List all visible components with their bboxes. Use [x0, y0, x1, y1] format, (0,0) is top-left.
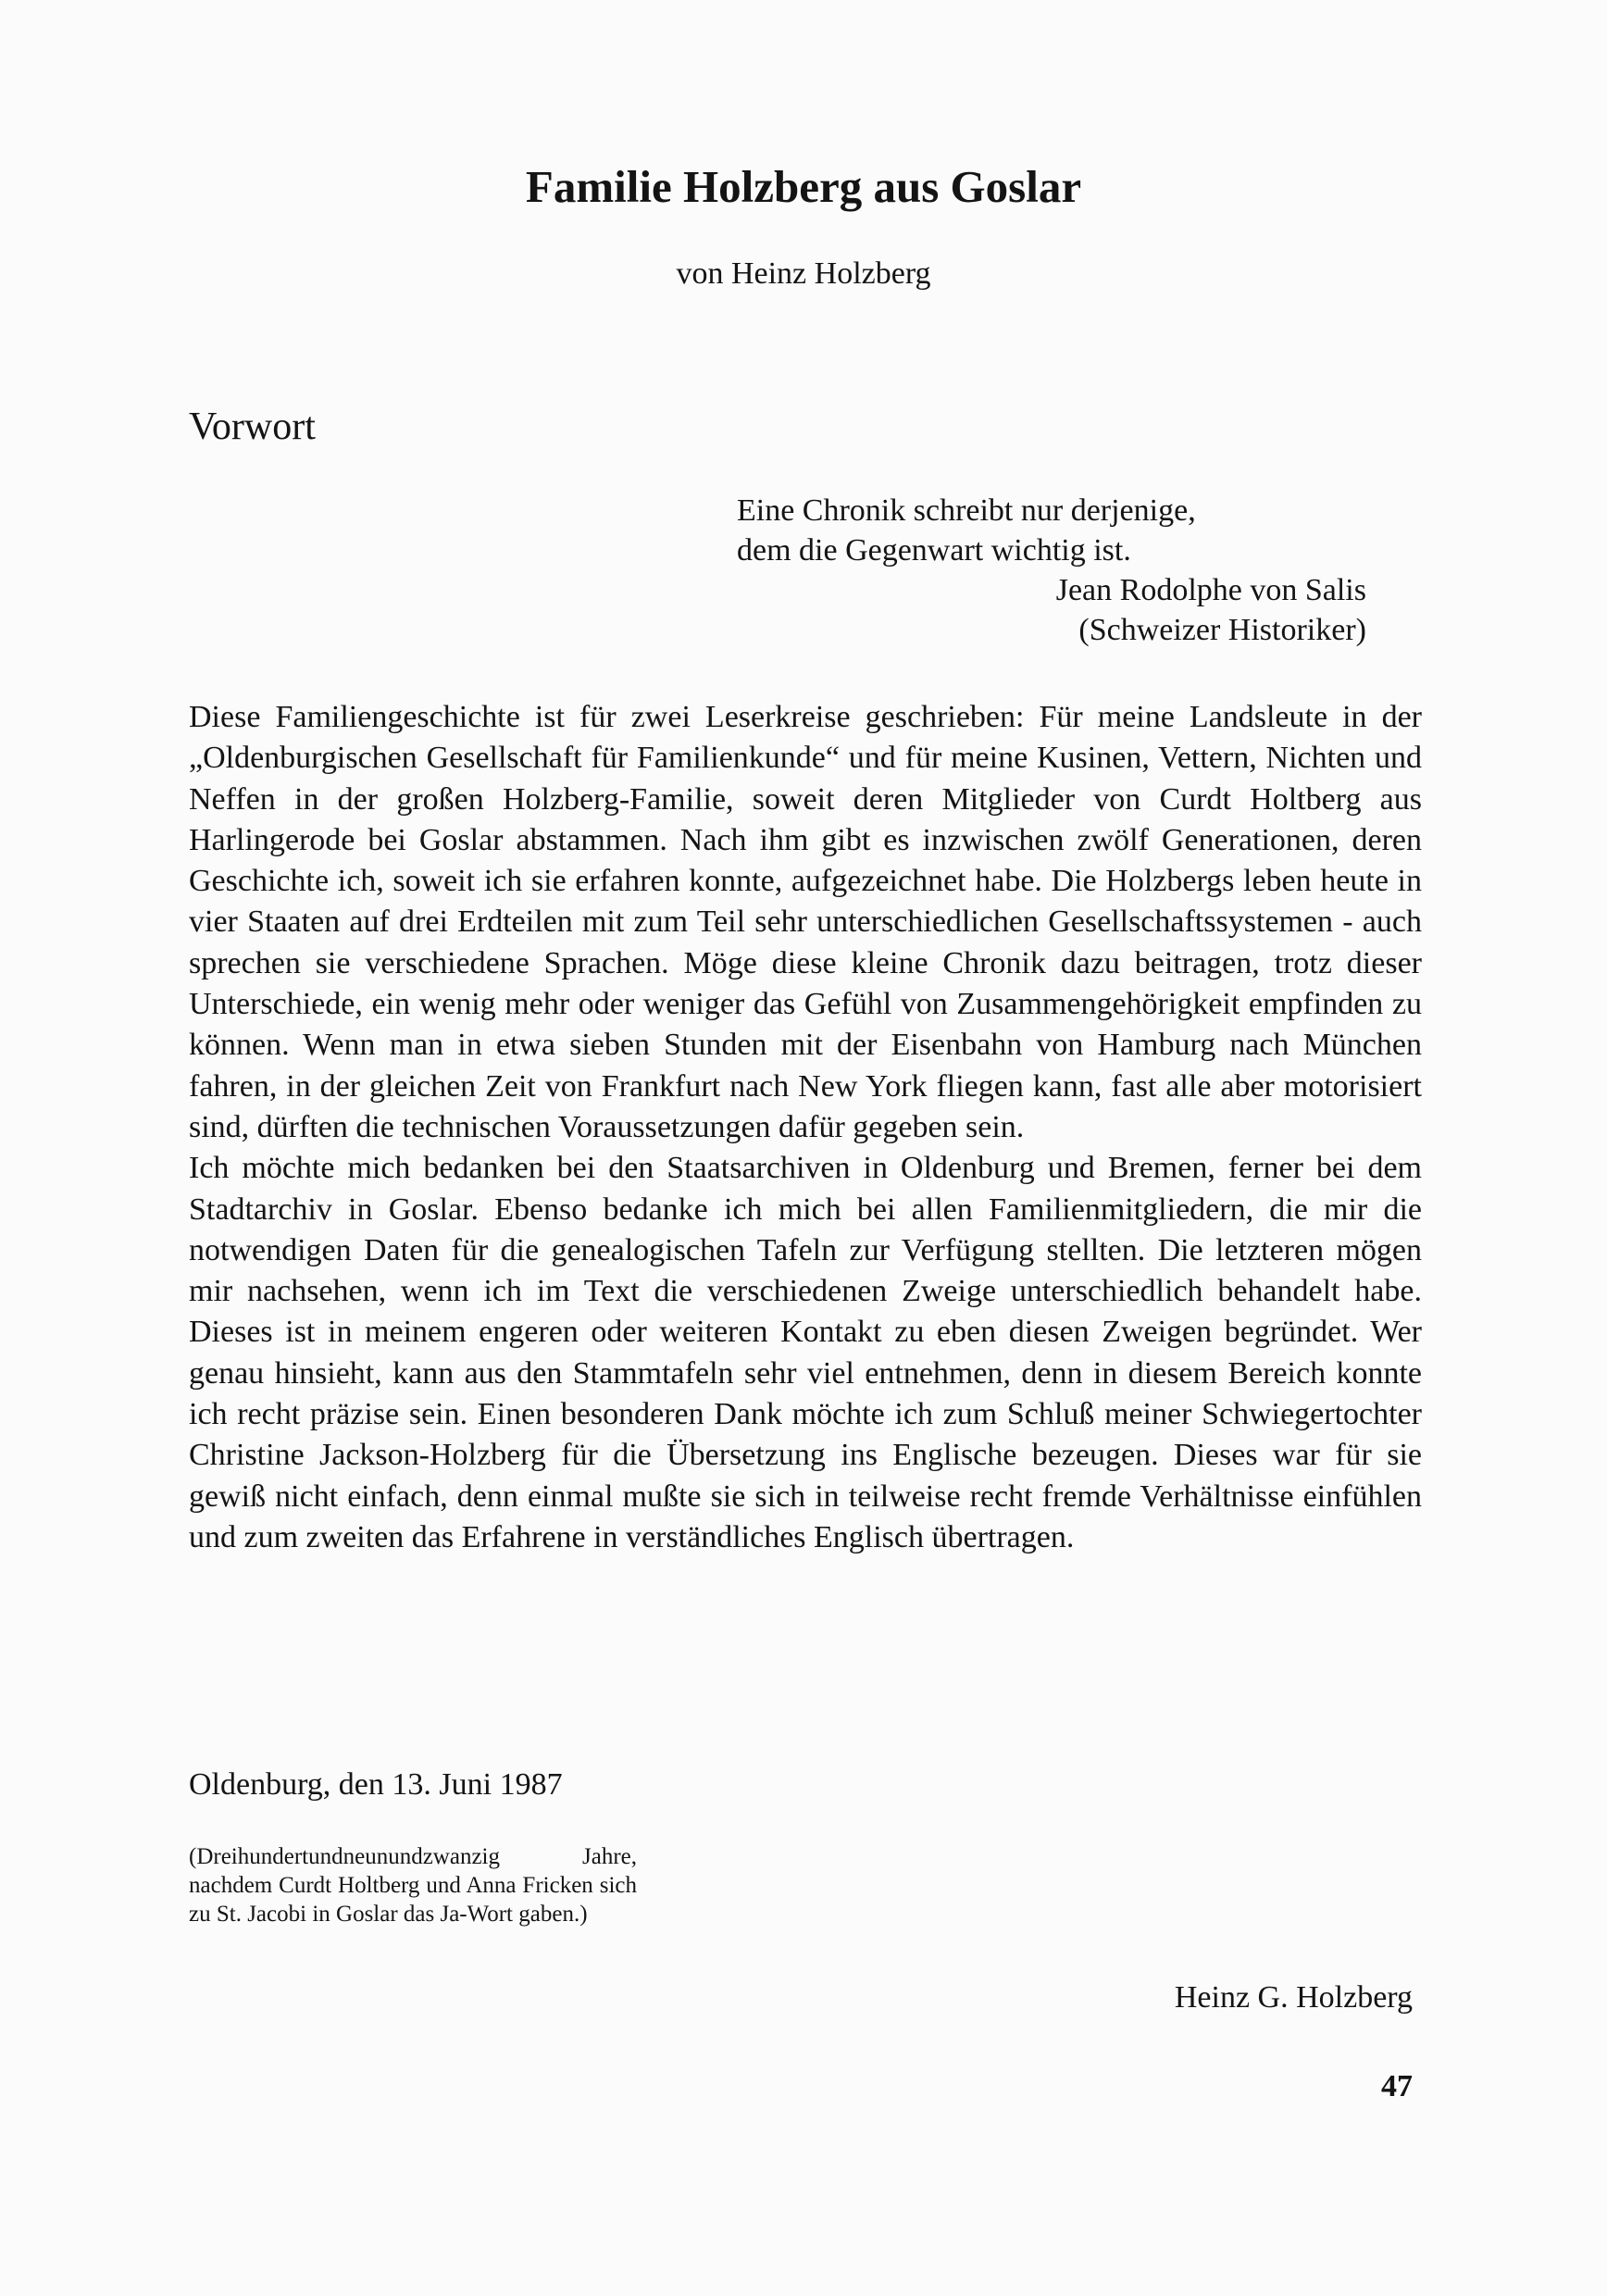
article-title: Familie Holzberg aus Goslar	[525, 161, 1082, 212]
body-text	[189, 697, 1422, 1558]
page-number: 47	[1381, 2069, 1413, 2103]
body-paragraph-1: Diese Familiengeschichte ist für zwei Leserkreise geschrieben: Für meine Landsleute in der „Oldenburgischen Gesellschaft für Familienkunde“ und für meine Kusinen, Vettern, Nichten und Neffen in der großen Holzberg-Familie, soweit deren Mitglieder von Curdt Holtberg aus Harlingerode bei Goslar abstammen. Nach ihm gibt es inzwischen zwölf Generationen, deren Geschichte ich, soweit ich sie erfahren konnte, aufgezeichnet habe. Die Holzbergs leben heute in vier Staaten auf drei Erdteilen mit zum Teil sehr unterschiedlichen Gesellschaftssystemen - auch sprechen sie verschiedene Sprachen. Möge diese kleine Chronik dazu beitragen, trotz dieser Unterschiede, ein wenig mehr oder weniger das Gefühl von Zusammengehörigkeit empfinden zu können. Wenn man in etwa sieben Stunden mit der Eisenbahn von Hamburg nach München fahren, in der gleichen Zeit von Frankfurt nach New York fliegen kann, fast alle aber motorisiert sind, dürften die technischen Voraussetzungen dafür gegeben sein.	[189, 700, 1422, 1144]
epigraph	[737, 491, 1366, 650]
signature: Heinz G. Holzberg	[1174, 1980, 1413, 2015]
article-author: von Heinz Holzberg	[676, 256, 931, 291]
body-paragraph-2: Ich möchte mich bedanken bei den Staatsarchiven in Oldenburg und Bremen, ferner bei dem Stadtarchiv in Goslar. Ebenso bedanke ich mich bei allen Familienmitgliedern, die mir die notwendigen Daten für die genealogischen Tafeln zur Verfügung stellten. Die letzteren mögen mir nachsehen, wenn ich im Text die verschiedenen Zweige unterschiedlich behandelt habe. Dieses ist in meinem engeren oder weiteren Kontakt zu eben diesen Zweigen begründet. Wer genau hinsieht, kann aus den Stammtafeln sehr viel entnehmen, denn in diesem Bereich konnte ich recht präzise sein. Einen besonderen Dank möchte ich zum Schluß meiner Schwiegertochter Christine Jackson-Holzberg für die Übersetzung ins Englische bezeugen. Dieses war für sie gewiß nicht einfach, denn einmal mußte sie sich in teilweise recht fremde Verhältnisse einfühlen und zum zweiten das Erfahrene in verständliches Englisch übertragen.	[189, 1151, 1422, 1554]
place-date: Oldenburg, den 13. Juni 1987	[189, 1767, 563, 1802]
section-heading-vorwort: Vorwort	[189, 406, 316, 448]
epigraph-attribution-name: Jean Rodolphe von Salis	[1055, 573, 1366, 607]
epigraph-line-1: Eine Chronik schreibt nur derjenige,	[737, 493, 1196, 528]
epigraph-attribution-role: (Schweizer Historiker)	[1078, 613, 1366, 647]
epigraph-line-2: dem die Gegenwart wichtig ist.	[737, 533, 1131, 568]
footnote: (Dreihundertundneunundzwanzig Jahre, nachdem Curdt Holtberg und Anna Fricken sich zu St. Jacobi in Goslar das Ja-Wort gaben.)	[189, 1844, 637, 1927]
